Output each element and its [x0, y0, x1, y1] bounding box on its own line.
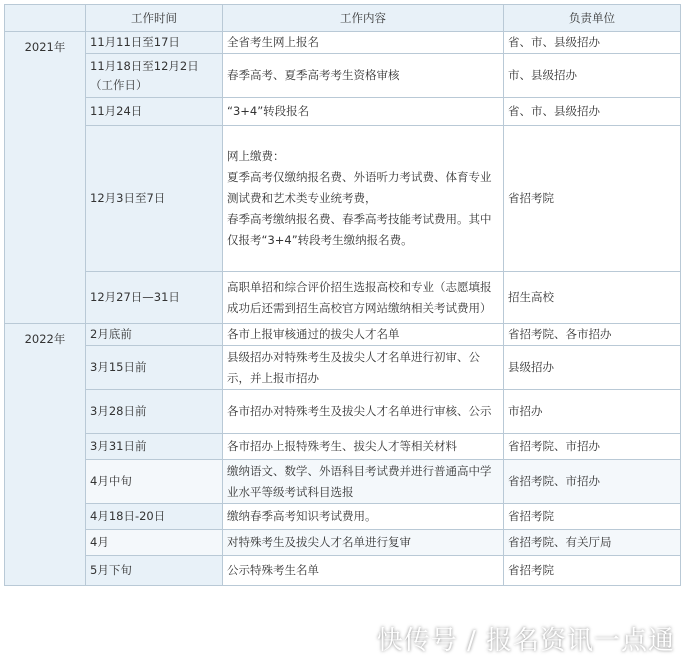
content-line: 网上缴费： [227, 149, 285, 163]
content-line: 公示特殊考生名单 [227, 563, 319, 577]
watermark: 快传号 / 报名资讯一点通 [376, 626, 675, 656]
table-row [5, 324, 681, 346]
content-line: “3+4”转段报名 [227, 104, 310, 118]
unit-cell: 省招考院 [504, 504, 681, 530]
unit-cell: 县级招办 [504, 346, 681, 390]
table-row [5, 346, 681, 390]
table-row [5, 32, 681, 54]
content-cell [223, 346, 504, 390]
time-cell: 12月27日—31日 [86, 272, 223, 324]
unit-cell: 省、市、县级招办 [504, 98, 681, 126]
time-cell: 3月15日前 [86, 346, 223, 390]
content-cell [223, 530, 504, 556]
content-line: 夏季高考仅缴纳报名费、外语听力考试费、体育专业测试费和艺术类专业统考费， [227, 170, 492, 205]
content-line: 春季高考、夏季高考考生资格审核 [227, 68, 400, 82]
content-line: 各市上报审核通过的拔尖人才名单 [227, 327, 400, 341]
time-cell: 12月3日至7日 [86, 126, 223, 272]
time-cell: 3月28日前 [86, 390, 223, 434]
time-cell: 5月下旬 [86, 556, 223, 586]
table-row [5, 460, 681, 504]
year-cell: 2021年 [5, 32, 86, 324]
content-cell [223, 460, 504, 504]
time-cell: 3月31日前 [86, 434, 223, 460]
unit-cell: 省招考院 [504, 126, 681, 272]
content-line: 缴纳春季高考知识考试费用。 [227, 509, 377, 523]
content-cell [223, 556, 504, 586]
table-row [5, 390, 681, 434]
header-content: 工作内容 [223, 5, 504, 32]
unit-cell: 省、市、县级招办 [504, 32, 681, 54]
header-year [5, 5, 86, 32]
time-cell: 2月底前 [86, 324, 223, 346]
year-cell: 2022年 [5, 324, 86, 586]
table-row [5, 556, 681, 586]
table-row [5, 126, 681, 272]
time-cell: 4月中旬 [86, 460, 223, 504]
table-row [5, 434, 681, 460]
table-row [5, 98, 681, 126]
content-line: 对特殊考生及拔尖人才名单进行复审 [227, 535, 411, 549]
header-unit: 负责单位 [504, 5, 681, 32]
content-line: 县级招办对特殊考生及拔尖人才名单进行初审、公示，并上报市招办 [227, 349, 480, 385]
unit-cell: 省招考院 [504, 556, 681, 586]
content-cell [223, 434, 504, 460]
content-cell [223, 504, 504, 530]
header-row [5, 5, 681, 32]
content-cell [223, 54, 504, 98]
content-line: 高职单招和综合评价招生选报高校和专业（志愿填报成功后还需到招生高校官方网站缴纳相关考试费用） [227, 279, 492, 315]
unit-cell: 招生高校 [504, 272, 681, 324]
schedule-table [4, 4, 681, 586]
unit-cell: 省招考院、有关厅局 [504, 530, 681, 556]
content-cell [223, 126, 504, 272]
time-cell: 11月11日至17日 [86, 32, 223, 54]
content-line: 全省考生网上报名 [227, 35, 319, 49]
content-cell [223, 32, 504, 54]
unit-cell: 省招考院、市招办 [504, 434, 681, 460]
table-row [5, 530, 681, 556]
unit-cell: 市招办 [504, 390, 681, 434]
content-line: 各市招办上报特殊考生、拔尖人才等相关材料 [227, 439, 457, 453]
time-cell: 11月18日至12月2日（工作日） [86, 54, 223, 98]
content-cell [223, 390, 504, 434]
content-line: 各市招办对特殊考生及拔尖人才名单进行审核、公示 [227, 404, 492, 418]
table-row [5, 272, 681, 324]
time-cell: 4月 [86, 530, 223, 556]
table-row [5, 54, 681, 98]
content-cell [223, 98, 504, 126]
unit-cell: 市、县级招办 [504, 54, 681, 98]
unit-cell: 省招考院、市招办 [504, 460, 681, 504]
time-cell: 4月18日-20日 [86, 504, 223, 530]
unit-cell: 省招考院、各市招办 [504, 324, 681, 346]
content-cell [223, 272, 504, 324]
time-cell: 11月24日 [86, 98, 223, 126]
content-line: 春季高考缴纳报名费、春季高考技能考试费用。其中仅报考“3+4”转段考生缴纳报名费。 [227, 212, 492, 247]
table-row [5, 504, 681, 530]
content-line: 缴纳语文、数学、外语科目考试费并进行普通高中学业水平等级考试科目选报 [227, 463, 492, 499]
content-cell [223, 324, 504, 346]
header-time: 工作时间 [86, 5, 223, 32]
